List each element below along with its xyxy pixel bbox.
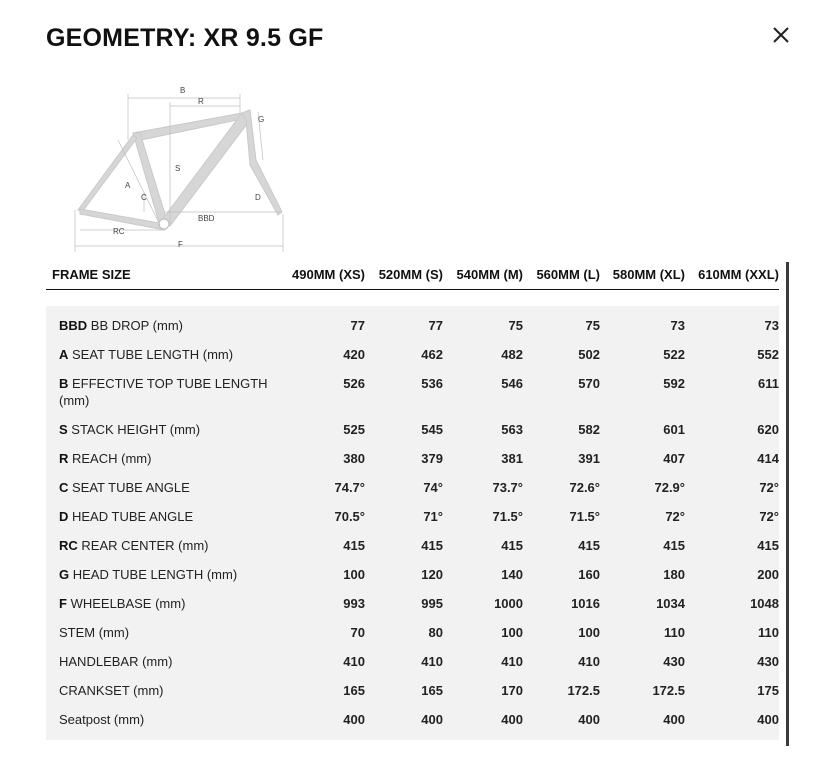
table-cell: 70	[278, 618, 365, 647]
dimension-label: HEAD TUBE ANGLE	[68, 509, 194, 524]
table-header-row	[46, 260, 779, 290]
table-cell: 582	[523, 415, 600, 444]
row-label	[46, 369, 278, 415]
diagram-label-rc: RC	[113, 227, 125, 236]
table-cell: 522	[600, 340, 685, 369]
table-cell: 400	[365, 705, 443, 740]
table-cell: 170	[443, 676, 523, 705]
table-cell: 400	[523, 705, 600, 740]
close-icon[interactable]	[770, 24, 792, 46]
table-cell: 536	[365, 369, 443, 415]
table-cell: 410	[443, 647, 523, 676]
diagram-label-c: C	[141, 193, 147, 202]
table-cell: 77	[365, 306, 443, 340]
row-label	[46, 306, 278, 340]
row-label	[46, 647, 278, 676]
table-cell: 410	[523, 647, 600, 676]
table-cell: 525	[278, 415, 365, 444]
table-cell: 611	[685, 369, 779, 415]
row-label	[46, 502, 278, 531]
dimension-code: RC	[59, 538, 78, 553]
table-cell: 1000	[443, 589, 523, 618]
table-cell: 502	[523, 340, 600, 369]
dimension-label: SEAT TUBE ANGLE	[68, 480, 190, 495]
table-row	[46, 589, 779, 618]
diagram-label-d: D	[255, 193, 261, 202]
dimension-label: STACK HEIGHT (mm)	[67, 422, 201, 437]
table-cell: 110	[600, 618, 685, 647]
table-row	[46, 618, 779, 647]
table-row	[46, 415, 779, 444]
table-cell: 180	[600, 560, 685, 589]
table-cell: 175	[685, 676, 779, 705]
table-cell: 1016	[523, 589, 600, 618]
diagram-label-f: F	[178, 240, 183, 249]
table-cell: 74.7°	[278, 473, 365, 502]
table-cell: 72°	[685, 502, 779, 531]
table-cell: 75	[523, 306, 600, 340]
table-cell: 545	[365, 415, 443, 444]
table-cell: 430	[685, 647, 779, 676]
table-cell: 995	[365, 589, 443, 618]
table-cell: 415	[278, 531, 365, 560]
table-cell: 172.5	[600, 676, 685, 705]
table-row	[46, 647, 779, 676]
row-label	[46, 705, 278, 740]
table-row	[46, 560, 779, 589]
table-cell: 400	[685, 705, 779, 740]
table-cell: 415	[443, 531, 523, 560]
table-cell: 415	[523, 531, 600, 560]
frame-geometry-diagram	[70, 80, 300, 255]
table-cell: 400	[600, 705, 685, 740]
table-cell: 80	[365, 618, 443, 647]
table-cell: 420	[278, 340, 365, 369]
scrollbar[interactable]	[786, 262, 789, 746]
table-cell: 570	[523, 369, 600, 415]
dimension-label: SEAT TUBE LENGTH (mm)	[68, 347, 234, 362]
table-cell: 1048	[685, 589, 779, 618]
dimension-label: BB DROP (mm)	[87, 318, 183, 333]
table-row	[46, 473, 779, 502]
diagram-label-bbd: BBD	[198, 214, 215, 223]
table-cell: 993	[278, 589, 365, 618]
table-cell: 100	[523, 618, 600, 647]
table-cell: 165	[278, 676, 365, 705]
table-row	[46, 531, 779, 560]
table-cell: 546	[443, 369, 523, 415]
table-row	[46, 444, 779, 473]
table-cell: 430	[600, 647, 685, 676]
dimension-code: C	[59, 480, 69, 495]
table-cell: 110	[685, 618, 779, 647]
table-cell: 552	[685, 340, 779, 369]
table-cell: 165	[365, 676, 443, 705]
table-cell: 601	[600, 415, 685, 444]
size-header: 490MM (XS)	[278, 260, 365, 290]
table-cell: 160	[523, 560, 600, 589]
table-cell: 73.7°	[443, 473, 523, 502]
row-label	[46, 340, 278, 369]
table-cell: 482	[443, 340, 523, 369]
diagram-label-r: R	[198, 97, 204, 106]
row-label	[46, 473, 278, 502]
table-cell: 526	[278, 369, 365, 415]
table-row	[46, 502, 779, 531]
dimension-code: S	[59, 422, 68, 437]
table-cell: 72°	[600, 502, 685, 531]
table-cell: 72.9°	[600, 473, 685, 502]
geometry-table	[46, 260, 779, 740]
page-title: GEOMETRY: XR 9.5 GF	[46, 24, 324, 52]
dimension-label: CRANKSET (mm)	[59, 683, 164, 698]
row-label	[46, 444, 278, 473]
table-cell: 380	[278, 444, 365, 473]
row-label	[46, 531, 278, 560]
diagram-label-b: B	[180, 86, 186, 95]
size-header: 580MM (XL)	[600, 260, 685, 290]
table-cell: 74°	[365, 473, 443, 502]
size-header: 610MM (XXL)	[685, 260, 779, 290]
table-cell: 73	[600, 306, 685, 340]
dimension-label: Seatpost (mm)	[59, 712, 145, 727]
diagram-label-a: A	[125, 181, 131, 190]
dimension-code: G	[59, 567, 70, 582]
size-header: 520MM (S)	[365, 260, 443, 290]
dimension-label: HANDLEBAR (mm)	[59, 654, 173, 669]
diagram-label-g: G	[258, 115, 265, 124]
dimension-code: F	[59, 596, 67, 611]
dimension-code: B	[59, 376, 69, 391]
table-cell: 415	[600, 531, 685, 560]
table-cell: 140	[443, 560, 523, 589]
dimension-label: HEAD TUBE LENGTH (mm)	[69, 567, 238, 582]
table-cell: 415	[365, 531, 443, 560]
table-cell: 620	[685, 415, 779, 444]
table-cell: 400	[278, 705, 365, 740]
table-cell: 592	[600, 369, 685, 415]
table-cell: 100	[278, 560, 365, 589]
table-cell: 120	[365, 560, 443, 589]
frame-size-header: FRAME SIZE	[46, 260, 278, 290]
table-cell: 71.5°	[523, 502, 600, 531]
dimension-code: BBD	[59, 318, 88, 333]
table-cell: 563	[443, 415, 523, 444]
row-label	[46, 415, 278, 444]
table-row	[46, 676, 779, 705]
diagram-label-s: S	[175, 164, 181, 173]
row-label	[46, 589, 278, 618]
table-row	[46, 306, 779, 340]
table-cell: 75	[443, 306, 523, 340]
table-row	[46, 340, 779, 369]
table-cell: 77	[278, 306, 365, 340]
size-header: 560MM (L)	[523, 260, 600, 290]
table-cell: 70.5°	[278, 502, 365, 531]
dimension-code: D	[59, 509, 69, 524]
row-label	[46, 676, 278, 705]
table-cell: 410	[278, 647, 365, 676]
dimension-label: EFFECTIVE TOP TUBE LENGTH (mm)	[59, 376, 272, 408]
table-cell: 400	[443, 705, 523, 740]
table-cell: 381	[443, 444, 523, 473]
dimension-label: WHEELBASE (mm)	[66, 596, 186, 611]
table-cell: 414	[685, 444, 779, 473]
row-label	[46, 618, 278, 647]
table-cell: 391	[523, 444, 600, 473]
table-row	[46, 705, 779, 740]
dimension-label: REAR CENTER (mm)	[77, 538, 209, 553]
table-cell: 200	[685, 560, 779, 589]
table-cell: 379	[365, 444, 443, 473]
table-cell: 72.6°	[523, 473, 600, 502]
table-cell: 71.5°	[443, 502, 523, 531]
table-cell: 100	[443, 618, 523, 647]
size-header: 540MM (M)	[443, 260, 523, 290]
dimension-code: R	[59, 451, 69, 466]
dimension-code: A	[59, 347, 69, 362]
table-cell: 73	[685, 306, 779, 340]
table-cell: 415	[685, 531, 779, 560]
table-cell: 410	[365, 647, 443, 676]
table-cell: 172.5	[523, 676, 600, 705]
table-cell: 462	[365, 340, 443, 369]
geometry-table-container[interactable]	[46, 260, 779, 740]
table-cell: 407	[600, 444, 685, 473]
dimension-label: STEM (mm)	[59, 625, 130, 640]
table-cell: 1034	[600, 589, 685, 618]
dimension-label: REACH (mm)	[68, 451, 152, 466]
table-cell: 71°	[365, 502, 443, 531]
row-label	[46, 560, 278, 589]
table-cell: 72°	[685, 473, 779, 502]
table-row	[46, 369, 779, 415]
